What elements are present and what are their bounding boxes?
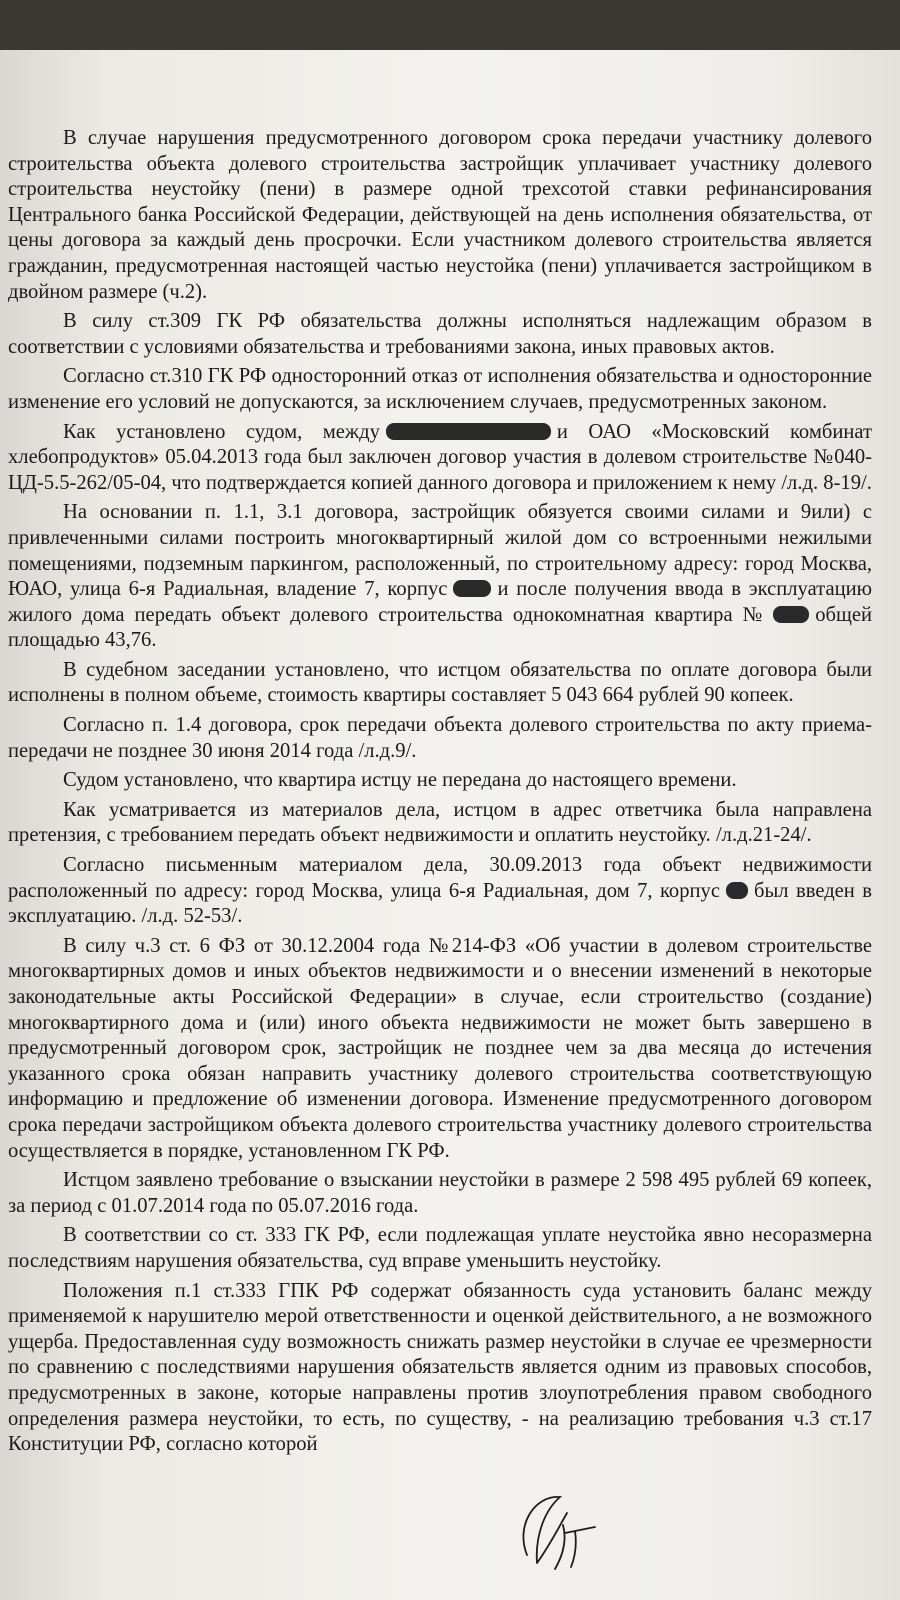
paragraph: Истцом заявлено требование о взыскании неустойки в размере 2 598 495 рублей 69 копеек, за период с 01.07.2014 года по 05.07.2016 года. — [8, 1169, 872, 1217]
paragraph: В судебном заседании установлено, что истцом обязательства по оплате договора были исполнены в полном объеме, стоимость квартиры составляет 5 043 664 рублей 90 копеек. — [8, 658, 872, 707]
paragraph: Положения п.1 ст.333 ГПК РФ содержат обязанность суда установить баланс между применяемой к нарушителю мерой ответственности и оценкой действительного, а не возможного ущерба. Предоставленная суду возможность снижать размер неустойки в случае ее чрезмерности по сравнению с последствиями нарушения обязательств является одним из правовых способов, предусмотренных в законе, которые направлены против злоупотребления правом свободного определения размера неустойки, то есть, по существу, - на реализацию требования ч.3 ст.17 Конституции РФ, согласно которой — [8, 1279, 872, 1456]
paragraph-text: Как установлено судом, между — [63, 420, 380, 443]
paragraph-text: и ОАО «Московский комбинат хлебопродуктов» 05.04.2013 года был заключен договор участия в долевом строительстве №040-ЦД-5.5-262/05-04, что подтверждается копией данного договора и приложением к нему /л.д. 8-19/. — [8, 420, 872, 494]
redaction-mark — [386, 423, 551, 440]
paragraph: В случае нарушения предусмотренного договором срока передачи участнику долевого строительства объекта долевого строительства застройщик уплачивает участнику долевого строительства неустойку (пени) в размере одной трехсотой ставки рефинансирования Центрального банка Российской Федерации, действующей на день исполнения обязательства, от цены договора за каждый день просрочки. Если участником долевого строительства является гражданин, предусмотренная настоящей частью неустойка (пени) уплачивается застройщиком в двойном размере (ч.2). — [8, 127, 872, 303]
paragraph: В соответствии со ст. 333 ГК РФ, если подлежащая уплате неустойка явно несоразмерна последствиям нарушения обязательства, суд вправе уменьшить неустойку. — [8, 1224, 872, 1272]
paragraph-text: Согласно письменным материалом дела, 30.09.2013 года объект недвижимости расположенный по адресу: город Москва, улица 6-я Радиальная, дом 7, корпус — [8, 854, 872, 902]
paragraph: В силу ч.3 ст. 6 ФЗ от 30.12.2004 года №214-ФЗ «Об участии в долевом строительстве многоквартирных домов и иных объектов недвижимости и о внесении изменений в некоторые законодательные акты Российской Федерации» в случае, если строительство (создание) многоквартирного дома и (или) иного объекта недвижимости не может быть завершено в предусмотренный договором срок, застройщик не позднее чем за два месяца до истечения указанного срока обязан направить участнику долевого строительства соответствующую информацию и предложение об изменении договора. Изменение предусмотренного договором срока передачи застройщиком объекта долевого строительства участнику долевого строительства осуществляется в порядке, установленном ГК РФ. — [8, 934, 872, 1162]
paragraph: Судом установлено, что квартира истцу не передана до настоящего времени. — [63, 769, 737, 792]
redaction-mark — [726, 882, 748, 899]
paragraph: Согласно п. 1.4 договора, срок передачи объекта долевого строительства по акту приема-передачи не позднее 30 июня 2014 года /л.д.9/. — [8, 714, 872, 762]
paragraph — [8, 420, 872, 497]
redaction-mark — [453, 580, 491, 597]
paragraph: Как усматривается из материалов дела, истцом в адрес ответчика была направлена претензия, с требованием передать объект недвижимости и оплатить неустойку. /л.д.21-24/. — [8, 798, 872, 847]
paragraph: Согласно ст.310 ГК РФ односторонний отказ от исполнения обязательства и односторонние изменение его условий не допускаются, за исключением случаев, предусмотренных законом. — [8, 365, 872, 413]
handwritten-signature — [505, 1485, 615, 1575]
document-body — [8, 126, 872, 1462]
paragraph-text: На основании п. 1.1, 3.1 договора, застройщик обязуется своими силами и 9или) с привлеченными силами построить многоквартирный жилой дом со встроенными нежилыми помещениями, подземным паркингом, расположенный, по строительному адресу: город Москва, ЮАО, улица 6-я Радиальная, владение 7, корпус — [8, 501, 872, 601]
paragraph — [8, 500, 872, 654]
paragraph: В силу ст.309 ГК РФ обязательства должны исполняться надлежащим образом в соответствии с условиями обязательства и требованиями закона, иных правовых актов. — [8, 310, 872, 358]
paragraph — [8, 853, 872, 930]
document-page — [0, 50, 900, 1600]
paragraph-text: общей площадью 43,76. — [8, 603, 872, 652]
redaction-mark — [773, 606, 809, 623]
paragraph-text: и после получения ввода в эксплуатацию жилого дома передать объект долевого строительства однокомнатная квартира № — [8, 578, 873, 626]
paragraph-text: был введен в эксплуатацию. /л.д. 52-53/. — [8, 879, 872, 928]
